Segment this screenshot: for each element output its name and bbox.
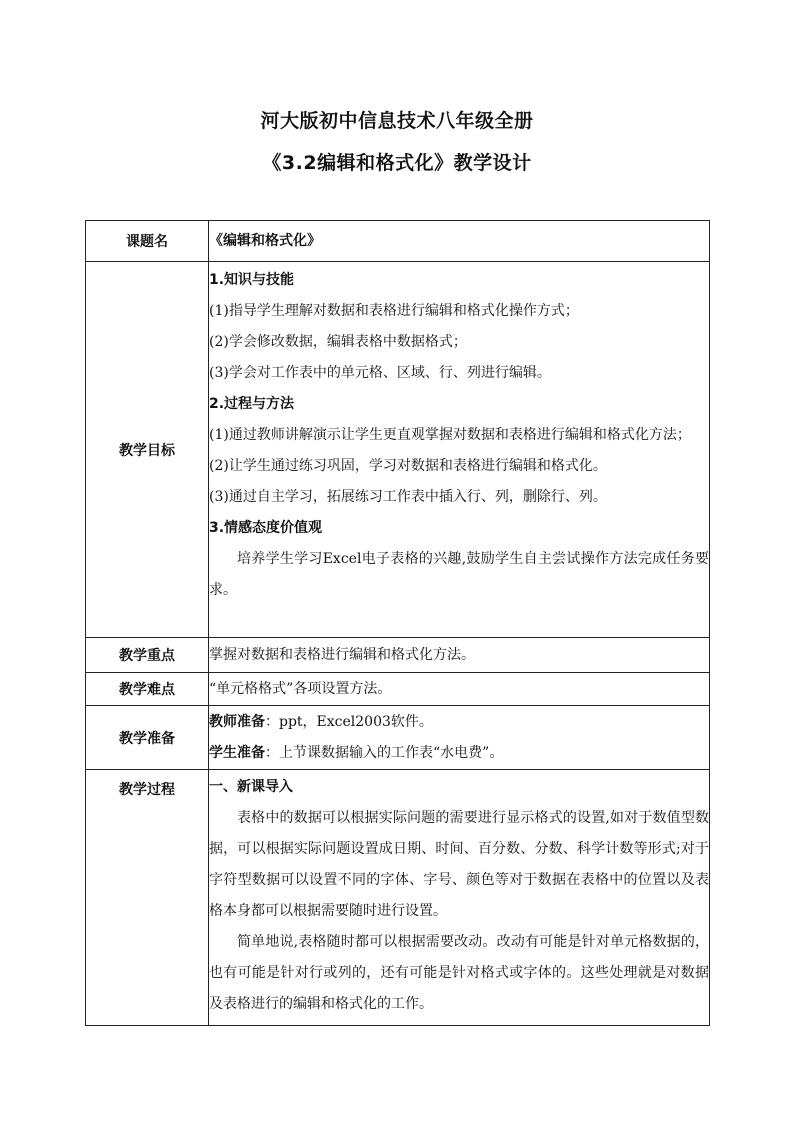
- lesson-plan-table: [85, 220, 710, 1026]
- difficulty-value: [209, 673, 710, 706]
- table-row-topic: [86, 221, 710, 262]
- process-paragraph: 表格中的数据可以根据实际问题的需要进行显示格式的设置,如对于数值型数据，可以根据实际问题设置成日期、时间、百分数、分数、科学计数等形式;对于字符型数据可以设置不同的字体、字号、颜色等对于数据在表格中的位置以及表格本身都可以根据需要随时进行设置。: [209, 810, 709, 919]
- focus-value: [209, 638, 710, 673]
- process-heading: 一、新课导入: [209, 779, 293, 795]
- table-row-difficulty: [86, 673, 710, 706]
- goal-item: (1)指导学生理解对数据和表格进行编辑和格式化操作方式；: [209, 303, 579, 319]
- topic-text: 《编辑和格式化》: [209, 232, 321, 249]
- goals-heading-3: 3.情感态度价值观: [209, 520, 323, 536]
- difficulty-text: “单元格格式”各项设置方法。: [209, 680, 392, 697]
- process-label: 教学过程: [86, 770, 209, 1026]
- table-row-process: [86, 770, 710, 1026]
- document-subtitle: 《3.2编辑和格式化》教学设计: [262, 152, 532, 174]
- difficulty-label: 教学难点: [86, 673, 209, 706]
- student-prep-value: ：上节课数据输入的工作表“水电费”。: [265, 744, 504, 761]
- goal-item: (2)让学生通过练习巩固，学习对数据和表格进行编辑和格式化。: [209, 458, 607, 474]
- prep-label: 教学准备: [86, 706, 209, 770]
- table-row-focus: [86, 638, 710, 673]
- process-content: [209, 770, 710, 1026]
- prep-content: [209, 706, 710, 770]
- goals-heading-2: 2.过程与方法: [209, 396, 295, 412]
- goal-item: (3)通过自主学习，拓展练习工作表中插入行、列，删除行、列。: [209, 489, 607, 505]
- teacher-prep: [209, 707, 709, 738]
- table-row-prep: [86, 706, 710, 770]
- teacher-prep-value: ：ppt，Excel2003软件。: [265, 713, 433, 730]
- goal-item: (2)学会修改数据，编辑表格中数据格式；: [209, 334, 467, 350]
- topic-value: [209, 221, 710, 262]
- focus-text: 掌握对数据和表格进行编辑和格式化方法。: [209, 646, 475, 663]
- student-prep: [209, 738, 709, 769]
- goal-item: 培养学生学习Excel电子表格的兴趣,鼓励学生自主尝试操作方法完成任务要求。: [209, 551, 709, 598]
- student-prep-label: 学生准备: [209, 744, 265, 761]
- goals-label: 教学目标: [86, 262, 209, 638]
- goals-content: [209, 262, 710, 638]
- teacher-prep-label: 教师准备: [209, 713, 265, 730]
- goal-item: (3)学会对工作表中的单元格、区域、行、列进行编辑。: [209, 365, 551, 381]
- topic-label: 课题名: [86, 221, 209, 262]
- goals-heading-1: 1.知识与技能: [209, 272, 295, 288]
- goal-item: (1)通过教师讲解演示让学生更直观掌握对数据和表格进行编辑和格式化方法；: [209, 427, 691, 443]
- document-title: 河大版初中信息技术八年级全册: [260, 110, 534, 132]
- table-row-goals: [86, 262, 710, 638]
- process-paragraph: 简单地说,表格随时都可以根据需要改动。改动有可能是针对单元格数据的，也有可能是针对行或列的，还有可能是针对格式或字体的。这些处理就是对数据及表格进行的编辑和格式化的工作。: [209, 934, 709, 1012]
- focus-label: 教学重点: [86, 638, 209, 673]
